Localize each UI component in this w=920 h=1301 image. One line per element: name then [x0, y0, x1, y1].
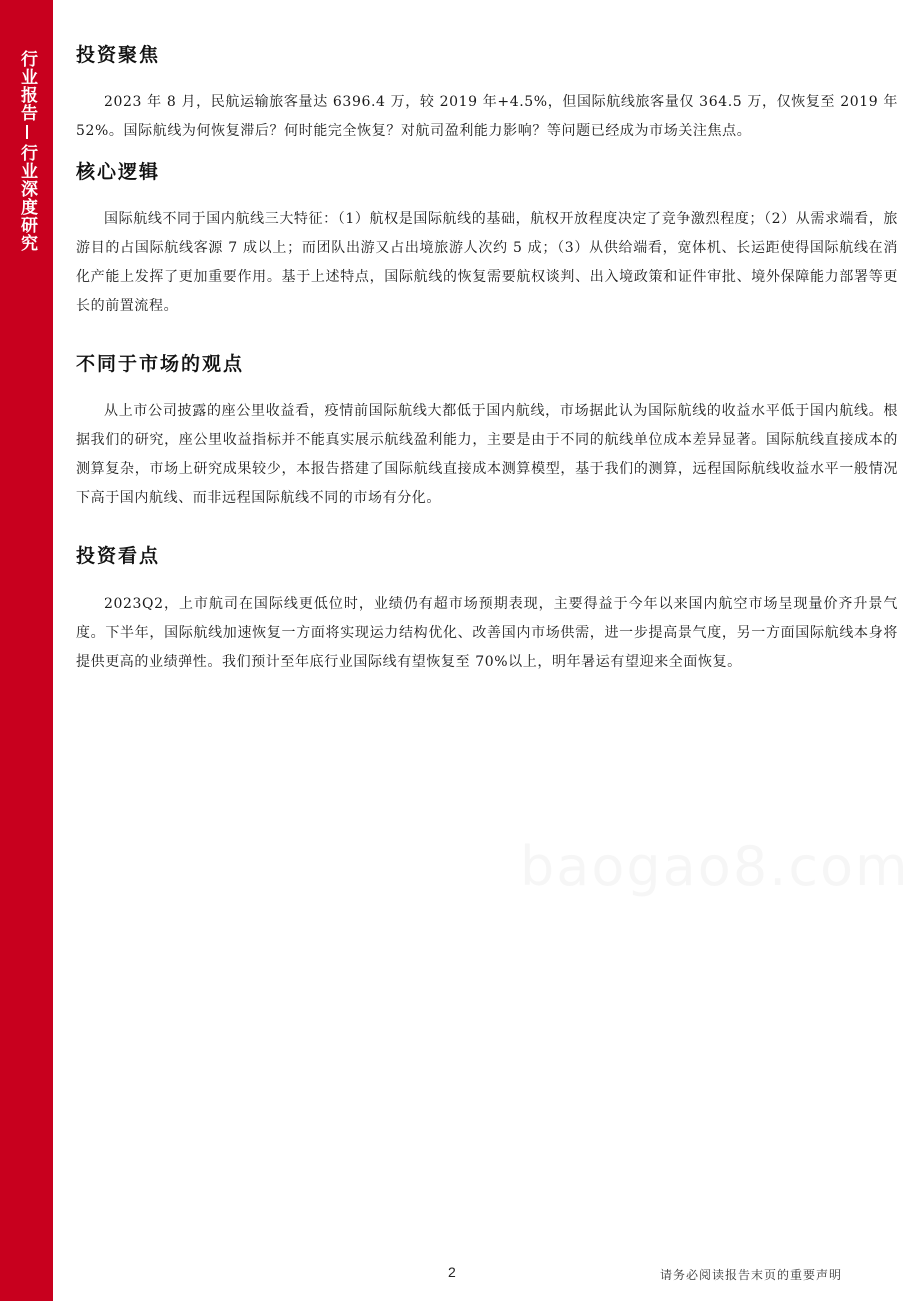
section-paragraph-differentiated-view: 从上市公司披露的座公里收益看，疫情前国际航线大都低于国内航线，市场据此认为国际航线的收益水平低于国内航线。根据我们的研究，座公里收益指标并不能真实展示航线盈利能力，主要是由于不同的航线单位成本差异显著。国际航线直接成本的测算复杂，市场上研究成果较少，本报告搭建了国际航线直接成本测算模型，基于我们的测算，远程国际航线收益水平一般情况下高于国内航线、而非远程国际航线不同的市场有分化。 — [76, 403, 898, 506]
section-paragraph-core-logic: 国际航线不同于国内航线三大特征：（1）航权是国际航线的基础，航权开放程度决定了竞争激烈程度；（2）从需求端看，旅游目的占国际航线客源 7 成以上；而团队出游又占出境旅游人次约 5 成；（3）从供给端看，宽体机、长运距使得国际航线在消化产能上发挥了更加重要作用。基于上述特点，国际航线的恢复需要航权谈判、出入境政策和证件审批、境外保障能力部署等更长的前置流程。 — [76, 211, 898, 314]
section-paragraph-investment-focus: 2023 年 8 月，民航运输旅客量达 6396.4 万，较 2019 年+4.5%，但国际航线旅客量仅 364.5 万，仅恢复至 2019 年 52%。国际航线为何恢复滞后？何时能完全恢复？对航司盈利能力影响？等问题已经成为市场关注焦点。 — [76, 94, 898, 139]
sidebar-band — [0, 0, 53, 1301]
sidebar-label-report-type: 行业报告 — [17, 50, 37, 122]
sidebar-divider — [26, 125, 28, 139]
footer-disclaimer: 请务必阅读报告末页的重要声明 — [660, 1268, 843, 1282]
section-heading-investment-focus: 投资聚焦 — [76, 44, 161, 66]
section-heading-differentiated-view: 不同于市场的观点 — [76, 353, 245, 375]
watermark — [520, 835, 910, 898]
section-heading-investment-highlights: 投资看点 — [76, 545, 161, 567]
sidebar-label — [0, 50, 53, 252]
page-number: 2 — [448, 1264, 456, 1280]
section-paragraph-investment-highlights: 2023Q2，上市航司在国际线更低位时，业绩仍有超市场预期表现，主要得益于今年以来国内航空市场呈现量价齐升景气度。下半年，国际航线加速恢复一方面将实现运力结构优化、改善国内市场供需，进一步提高景气度，另一方面国际航线本身将提供更高的业绩弹性。我们预计至年底行业国际线有望恢复至 70%以上，明年暑运有望迎来全面恢复。 — [76, 596, 898, 670]
section-heading-core-logic: 核心逻辑 — [76, 161, 161, 183]
sidebar-label-report-subtype: 行业深度研究 — [17, 144, 37, 252]
